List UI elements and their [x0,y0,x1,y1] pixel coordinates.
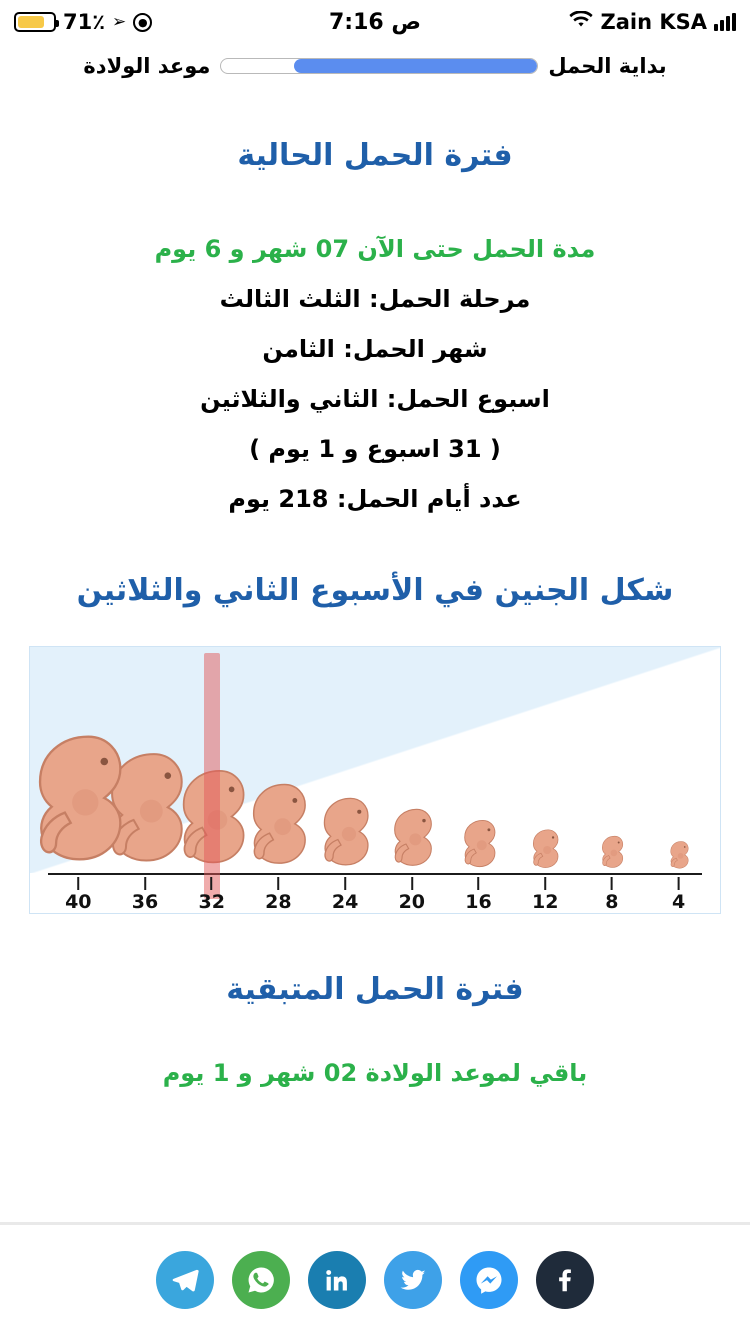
chart-tick-4: 4 [672,877,685,913]
pregnancy-week-detail-text: ( 31 اسبوع و 1 يوم ) [249,435,501,463]
fetus-illustration-week-20 [386,804,438,871]
pregnancy-week-text: اسبوع الحمل: الثاني والثلاثين [200,385,550,413]
fetus-illustration-week-40 [29,725,135,871]
chart-tick-24: 24 [332,877,358,913]
progress-track [220,58,538,74]
status-bar-left [14,10,329,34]
wifi-icon [569,11,593,34]
chart-tick-28: 28 [265,877,291,913]
telegram-share-icon[interactable] [156,1251,214,1309]
signal-bars-icon [714,13,736,31]
fetus-shape-title: شكل الجنين في الأسبوع الثاني والثلاثين [76,573,674,608]
pregnancy-duration-text: مدة الحمل حتى الآن 07 شهر و 6 يوم [154,235,596,263]
pregnancy-progress [0,44,750,82]
chart-tick-20: 20 [399,877,425,913]
battery-percent-label: 71٪ [63,10,106,34]
chart-tick-8: 8 [605,877,618,913]
whatsapp-share-icon[interactable] [232,1251,290,1309]
facebook-share-icon[interactable] [536,1251,594,1309]
fetal-growth-chart [29,646,721,914]
chart-tick-12: 12 [532,877,558,913]
status-bar [0,0,750,44]
screen-record-icon: ● [133,13,152,32]
share-bar [0,1222,750,1334]
remaining-time-text: باقي لموعد الولادة 02 شهر و 1 يوم [162,1059,588,1087]
battery-icon [14,12,56,32]
location-arrow-icon: ➢ [112,12,127,32]
current-period-title: فترة الحمل الحالية [237,138,513,173]
remaining-period-title: فترة الحمل المتبقية [226,972,524,1007]
fetus-illustration-week-12 [528,826,563,871]
chart-x-axis-ticks [30,873,720,913]
progress-bar-fill [294,59,537,73]
pregnancy-stage-text: مرحلة الحمل: الثلث الثالث [219,285,531,313]
messenger-share-icon[interactable] [460,1251,518,1309]
fetus-illustration-week-16 [457,816,500,871]
fetus-illustration-week-8 [597,833,626,871]
chart-tick-36: 36 [132,877,158,913]
status-bar-clock [329,10,421,35]
main-content [0,136,750,1087]
progress-end-label: موعد الولادة [83,54,211,78]
chart-tick-16: 16 [465,877,491,913]
fetus-illustration-week-4 [666,839,691,871]
carrier-label: Zain KSA [600,10,707,34]
fetus-illustration-week-24 [314,792,376,871]
chart-current-week-marker [204,653,220,899]
linkedin-share-icon[interactable] [308,1251,366,1309]
clock-label: 7:16 ص [329,9,421,35]
pregnancy-days-text: عدد أيام الحمل: 218 يوم [228,485,522,513]
twitter-share-icon[interactable] [384,1251,442,1309]
status-bar-right [421,10,736,34]
chart-tick-32: 32 [198,877,224,913]
progress-start-label: بداية الحمل [548,54,667,78]
pregnancy-month-text: شهر الحمل: الثامن [262,335,488,363]
chart-tick-40: 40 [65,877,91,913]
